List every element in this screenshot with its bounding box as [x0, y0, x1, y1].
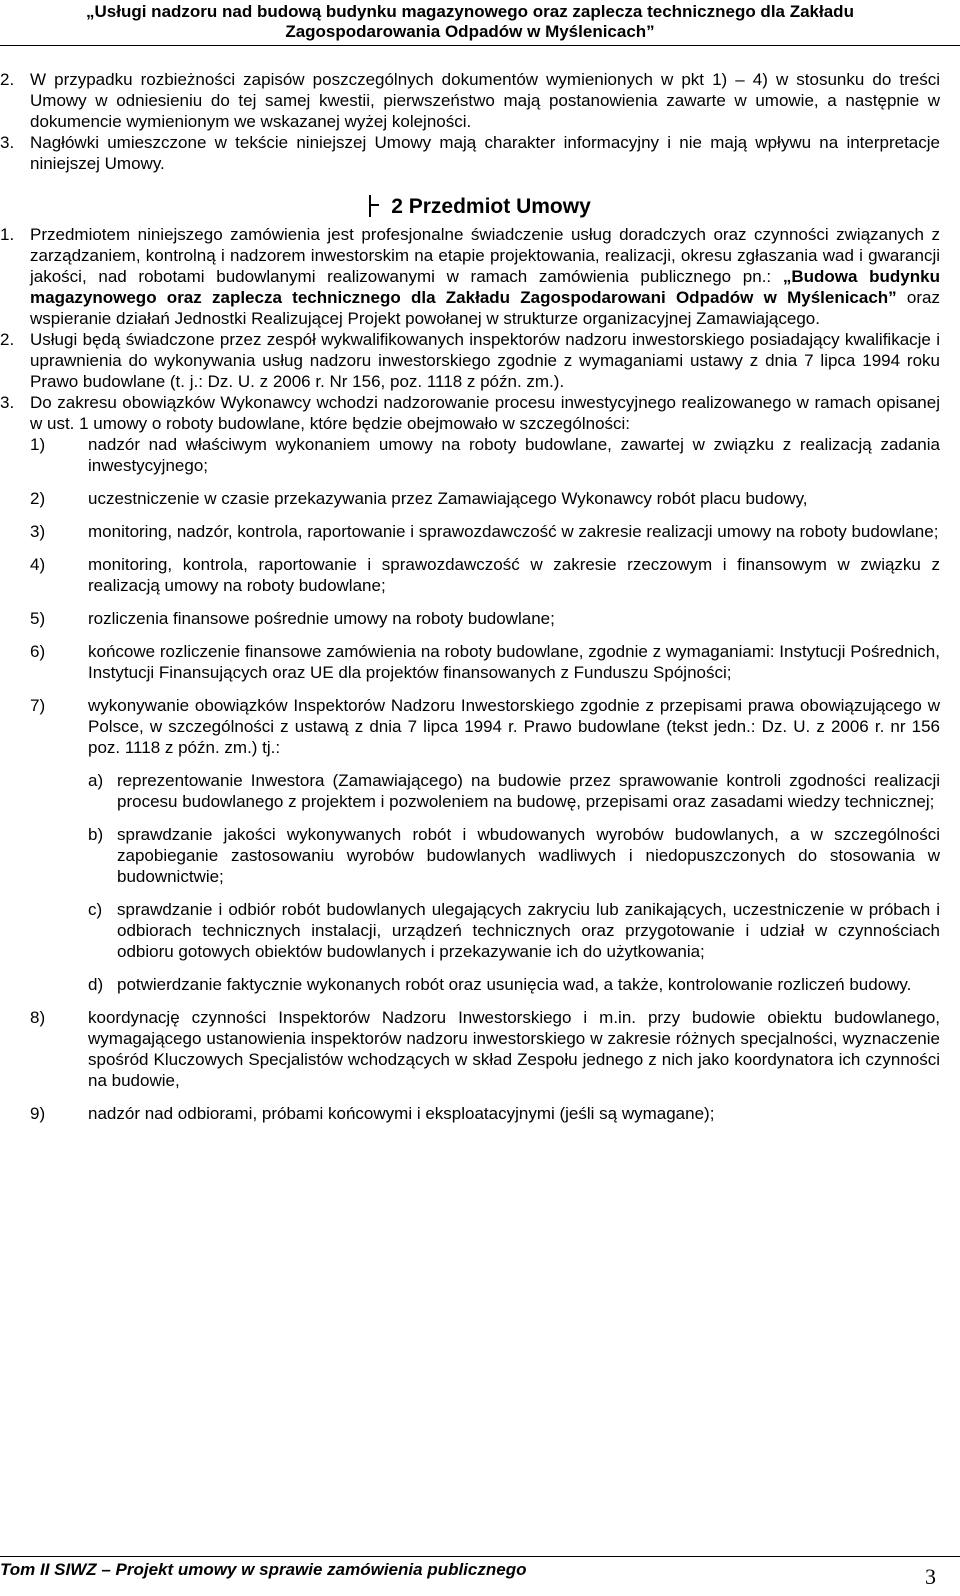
list-item-number: 9) — [30, 1104, 46, 1123]
sub-list-item-text: sprawdzanie jakości wykonywanych robót i wbudowanych wyrobów budowlanych, a w szczególności zapobieganie zastosowaniu wyrobów budowlanych wadliwych i niedopuszczonych do stosowania w budownictwie; — [117, 825, 940, 886]
paragraph-text: W przypadku rozbieżności zapisów poszczególnych dokumentów wymienionych w pkt 1) – 4) w stosunku do treści Umowy w odniesieniu do tej samej kwestii, pierwszeństwo mają postanowienia zawarte w umowie, a następnie w dokumencie wymienionym we wskazanej wyżej kolejności. — [30, 70, 940, 131]
list-item — [0, 608, 960, 629]
sub-list-item-text: sprawdzanie i odbiór robót budowlanych ulegających zakryciu lub zanikających, uczestniczenie w próbach i odbiorach technicznych instalacji, urządzeń technicznych oraz przygotowanie i udział w czynnościach odbioru gotowych obiektów budowlanych i przekazywanie ich do użytkowania; — [117, 900, 940, 961]
sub-list-item — [0, 770, 960, 812]
sub-list-item-letter: c) — [88, 900, 103, 919]
sub-list-item-letter: a) — [88, 771, 104, 790]
sub-list-item-text: potwierdzanie faktycznie wykonanych robót oraz usunięcia wad, a także, kontrolowanie rozliczeń budowy. — [117, 975, 912, 994]
section-paragraph-3 — [0, 392, 960, 434]
sub-list-item-letter: b) — [88, 825, 104, 844]
document-body — [0, 69, 960, 1136]
paragraph-number: 3. — [0, 393, 15, 412]
intro-paragraph-2 — [0, 69, 960, 132]
paragraph-text: Usługi będą świadczone przez zespół wykwalifikowanych inspektorów nadzoru inwestorskiego posiadający kwalifikacje i uprawnienia do wykonywania usług nadzoru inwestorskiego zgodnie z wymaganiami ustawy z dnia 7 lipca 1994 roku Prawo budowlane (t. j.: Dz. U. z 2006 r. Nr 156, poz. 1118 z późn. zm.). — [30, 330, 940, 391]
list-item — [0, 521, 960, 542]
list-item — [0, 1103, 960, 1124]
sub-list-item — [0, 824, 960, 887]
footer-divider — [0, 1556, 960, 1557]
section-heading — [0, 194, 960, 220]
list-item — [0, 695, 960, 758]
list-item-number: 5) — [30, 609, 46, 628]
sub-list-item-text: reprezentowanie Inwestora (Zamawiającego) na budowie przez sprawowanie kontroli zgodności realizacji procesu budowlanego z projektem i pozwoleniem na budowę, przepisami oraz zasadami wiedzy technicznej; — [117, 771, 940, 811]
section-paragraph-2 — [0, 329, 960, 392]
list-item-text: monitoring, nadzór, kontrola, raportowanie i sprawozdawczość w zakresie realizacji umowy na roboty budowlane; — [88, 522, 939, 541]
section-paragraph-1 — [0, 224, 960, 329]
paragraph-text-part: Przedmiotem niniejszego zamówienia jest profesjonalne świadczenie usług doradczych oraz czynności związanych z zarządzaniem, kontrolną i nadzorem inwestorskim na etapie projektowania, realizacji, okresu zgłaszania wad i gwarancji jakości, nad robotami budowlanymi realizowanymi w ramach zamówienia publicznego pn.: — [30, 225, 940, 286]
list-item — [0, 554, 960, 596]
list-item-number: 4) — [30, 555, 46, 574]
list-item-number: 8) — [30, 1008, 46, 1027]
list-item — [0, 641, 960, 683]
sub-list-item — [0, 899, 960, 962]
list-item-text: koordynację czynności Inspektorów Nadzoru Inwestorskiego i m.in. przy budowie obiektu budowlanego, wymagającego ustanowienia inspektorów nadzoru inwestorskiego w zakresie różnych specjalności, wyznaczenie spośród Kluczowych Specjalistów wchodzących w skład Zespołu jednego z nich jako koordynatora ich czynności na budowie, — [88, 1008, 940, 1090]
list-item-number: 1) — [30, 435, 46, 454]
section-mark-icon — [369, 195, 383, 217]
project-name: „Budowa budynku magazynowego oraz zaplecza technicznego dla Zakładu Zagospodarowani Odpadów w Myślenicach” — [30, 267, 940, 307]
paragraph-number: 2. — [0, 330, 15, 349]
list-item-number: 2) — [30, 489, 46, 508]
section-title: 2 Przedmiot Umowy — [391, 195, 591, 218]
list-item-number: 7) — [30, 696, 46, 715]
paragraph-number: 3. — [0, 133, 15, 152]
page-footer: Tom II SIWZ – Projekt umowy w sprawie zamówienia publicznego — [0, 1560, 527, 1579]
intro-paragraph-3 — [0, 132, 960, 174]
list-item — [0, 488, 960, 509]
header-line-2: Zagospodarowania Odpadów w Myślenicach” — [285, 22, 655, 41]
header-line-1: „Usługi nadzoru nad budową budynku magazynowego oraz zaplecza technicznego dla Zakładu — [86, 2, 854, 21]
sub-list-item — [0, 974, 960, 995]
page-header — [10, 2, 930, 42]
header-divider — [0, 45, 960, 46]
list-item-number: 6) — [30, 642, 46, 661]
list-item-number: 3) — [30, 522, 46, 541]
paragraph-number: 1. — [0, 225, 15, 244]
list-item — [0, 434, 960, 476]
list-item-text: rozliczenia finansowe pośrednie umowy na roboty budowlane; — [88, 609, 555, 628]
list-item — [0, 1007, 960, 1091]
paragraph-text: Nagłówki umieszczone w tekście niniejszej Umowy mają charakter informacyjny i nie mają wpływu na interpretacje niniejszej Umowy. — [30, 133, 940, 173]
paragraph-text: Do zakresu obowiązków Wykonawcy wchodzi nadzorowanie procesu inwestycyjnego realizowanego w ramach opisanej w ust. 1 umowy o roboty budowlane, które będzie obejmowało w szczególności: — [30, 393, 940, 433]
list-item-text: uczestniczenie w czasie przekazywania przez Zamawiającego Wykonawcy robót placu budowy, — [88, 489, 808, 508]
list-item-text: wykonywanie obowiązków Inspektorów Nadzoru Inwestorskiego zgodnie z przepisami prawa obowiązującego w Polsce, w szczególności z ustawą z dnia 7 lipca 1994 r. Prawo budowlane (tekst jedn.: Dz. U. z 2006 r. nr 156 poz. 1118 z późn. zm.) tj.: — [88, 696, 940, 757]
paragraph-text — [30, 224, 940, 329]
list-item-text: nadzór nad odbiorami, próbami końcowymi i eksploatacyjnymi (jeśli są wymagane); — [88, 1104, 715, 1123]
sub-list-item-letter: d) — [88, 975, 104, 994]
list-item-text: końcowe rozliczenie finansowe zamówienia na roboty budowlane, zgodnie z wymaganiami: Instytucji Pośrednich, Instytucji Finansujących oraz UE dla projektów finansowanych z Funduszu Spójności; — [88, 642, 940, 682]
paragraph-number: 2. — [0, 70, 15, 89]
paragraph-text-part: oraz wspieranie działań Jednostki Realizującej Projekt powołanej w strukturze organizacyjnej Zamawiającego. — [30, 288, 940, 328]
list-item-text: nadzór nad właściwym wykonaniem umowy na roboty budowlane, zawartej w związku z realizacją zadania inwestycyjnego; — [88, 435, 940, 475]
page-number: 3 — [925, 1564, 936, 1589]
list-item-text: monitoring, kontrola, raportowanie i sprawozdawczość w zakresie rzeczowym i finansowym w związku z realizacją umowy na roboty budowlane; — [88, 555, 940, 595]
